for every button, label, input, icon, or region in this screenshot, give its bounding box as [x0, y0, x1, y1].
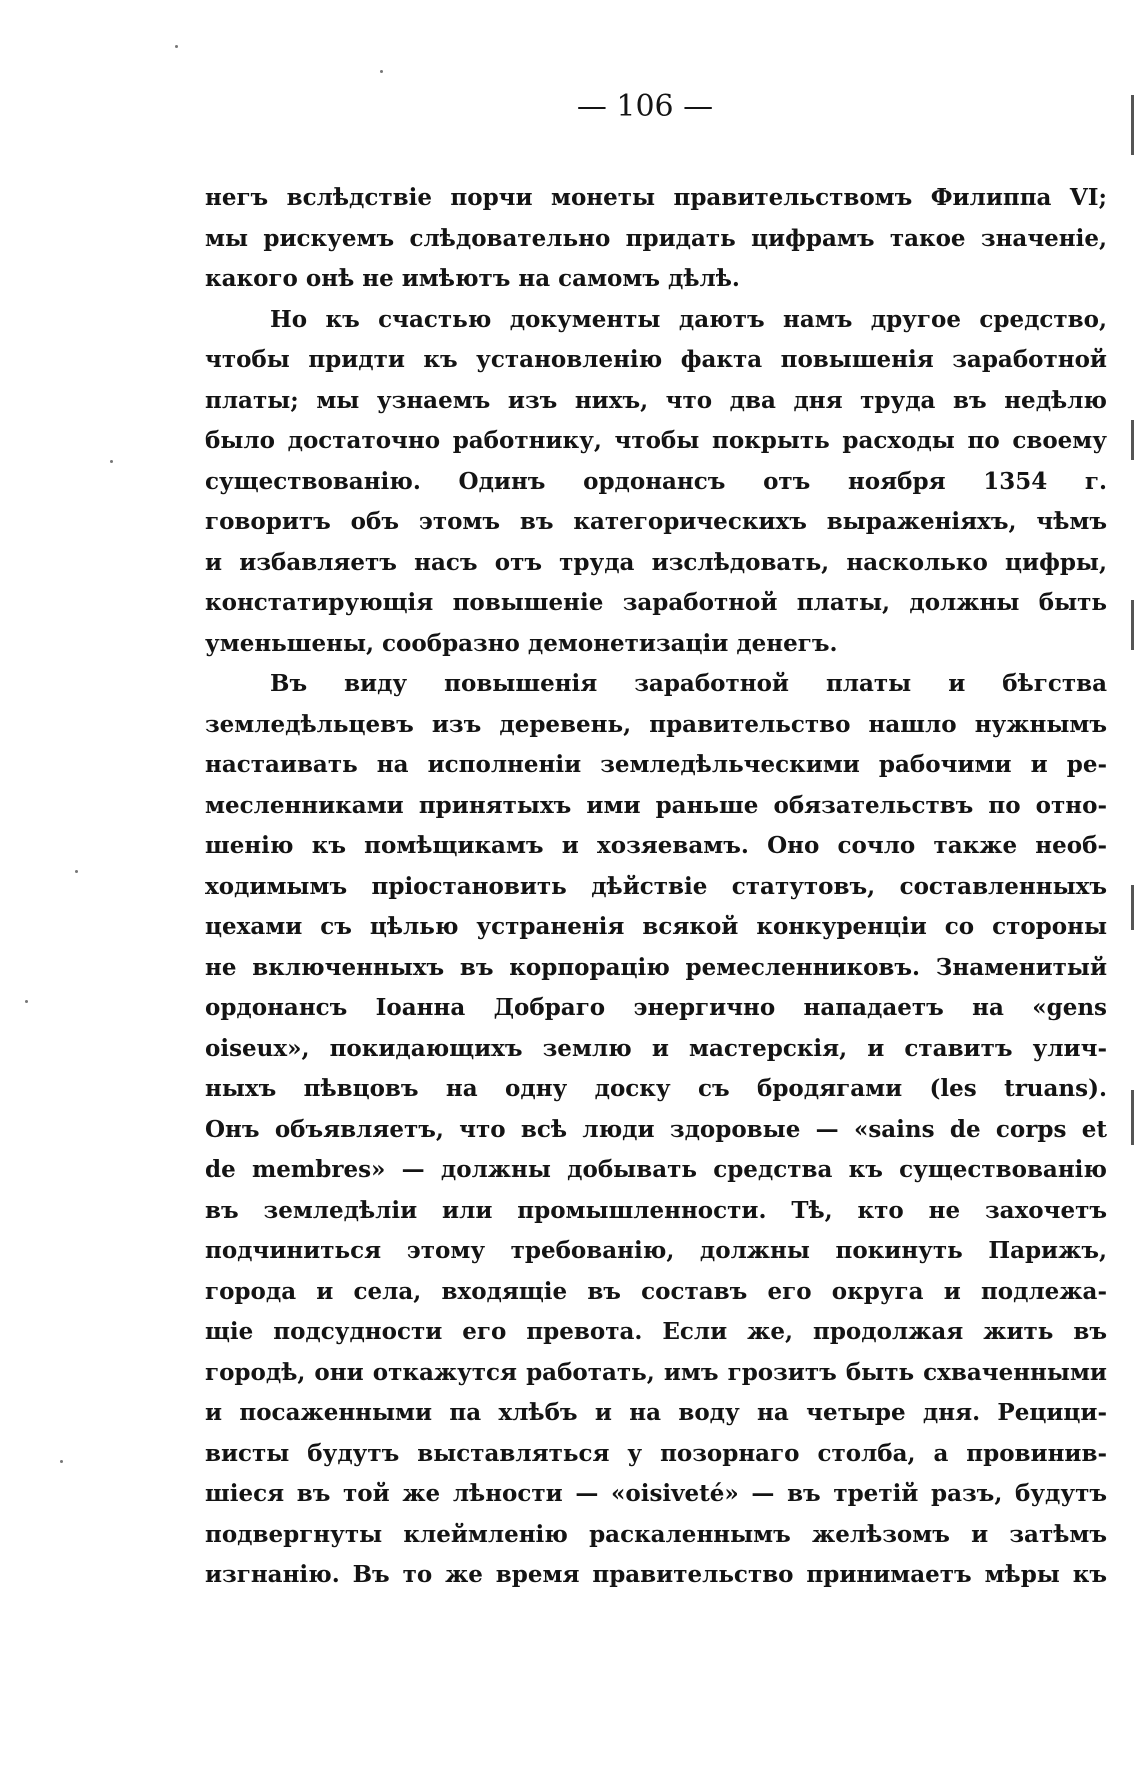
paragraph-2 — [205, 300, 1107, 665]
paragraph-1 — [205, 178, 1107, 300]
scan-edge-mark — [1131, 600, 1134, 650]
text-line: шенію къ помѣщикамъ и хозяевамъ. Оно сочло также необ- — [205, 832, 1107, 859]
text-line: негъ вслѣдствіе порчи монеты правительствомъ Филиппа VI; — [205, 184, 1107, 211]
scan-edge-mark — [1131, 95, 1134, 155]
text-line: висты будутъ выставляться у позорнаго столба, а провинив- — [205, 1439, 1107, 1467]
text-line: Въ виду повышенія заработной платы и бѣгства — [270, 670, 1107, 697]
scan-edge-mark — [1131, 885, 1134, 930]
text-line: изгнанію. Въ то же время правительство принимаетъ мѣры къ — [205, 1561, 1107, 1588]
scan-speck — [60, 1460, 63, 1463]
text-line: и избавляетъ насъ отъ труда изслѣдовать, насколько цифры, — [205, 548, 1107, 576]
text-line: земледѣльцевъ изъ деревень, правительство нашло нужнымъ — [205, 710, 1107, 738]
text-line: шіеся въ той же лѣности — «oisiveté» — въ третій разъ, будутъ — [205, 1480, 1107, 1507]
scan-speck — [75, 870, 78, 873]
body-text — [205, 178, 1107, 1596]
text-line: oiseux», покидающихъ землю и мастерскія, и ставитъ улич- — [205, 1034, 1107, 1062]
text-line: какого онѣ не имѣютъ на самомъ дѣлѣ. — [205, 265, 740, 292]
scan-speck — [175, 45, 178, 48]
scan-edge-mark — [1131, 420, 1134, 460]
text-line: ныхъ пѣвцовъ на одну доску съ бродягами (les truans). — [205, 1075, 1107, 1102]
text-line: уменьшены, сообразно демонетизаціи денегъ. — [205, 629, 838, 657]
text-line: щіе подсудности его превота. Если же, продолжая жить въ — [205, 1318, 1107, 1345]
text-line: чтобы придти къ установленію факта повышенія заработной — [205, 346, 1107, 373]
text-line: подчиниться этому требованію, должны покинуть Парижъ, — [205, 1237, 1107, 1264]
text-line: de membres» — должны добывать средства къ существованію — [205, 1156, 1107, 1183]
text-line: констатирующія повышеніе заработной платы, должны быть — [205, 589, 1107, 616]
text-line: говоритъ объ этомъ въ категорическихъ выраженіяхъ, чѣмъ — [205, 508, 1107, 535]
text-line: настаивать на исполненіи земледѣльческими рабочими и ре- — [205, 751, 1107, 778]
text-line: подвергнуты клеймленію раскаленнымъ желѣзомъ и затѣмъ — [205, 1520, 1107, 1548]
scan-edge-mark — [1131, 1090, 1134, 1145]
text-line: ходимымъ пріостановить дѣйствіе статутовъ, составленныхъ — [205, 872, 1107, 900]
scan-speck — [25, 1000, 28, 1003]
scan-speck — [110, 460, 113, 463]
text-line: платы; мы узнаемъ изъ нихъ, что два дня труда въ недѣлю — [205, 386, 1107, 414]
text-line: и посаженными па хлѣбъ и на воду на четыре дня. Рецици- — [205, 1399, 1107, 1426]
scan-speck — [380, 70, 383, 73]
text-line: цехами съ цѣлью устраненія всякой конкуренціи со стороны — [205, 913, 1107, 940]
text-line: ордонансъ Іоанна Добраго энергично нападаетъ на «gens — [205, 994, 1107, 1021]
text-line: существованію. Одинъ ордонансъ отъ ноября 1354 г. — [205, 467, 1107, 495]
paragraph-3 — [205, 664, 1107, 1596]
text-line: не включенныхъ въ корпорацію ремесленниковъ. Знаменитый — [205, 953, 1107, 981]
text-line: месленниками принятыхъ ими раньше обязательствъ по отно- — [205, 791, 1107, 819]
page-number: — 106 — — [576, 89, 714, 124]
text-line: было достаточно работнику, чтобы покрыть расходы по своему — [205, 427, 1107, 454]
text-line: мы рискуемъ слѣдовательно придать цифрамъ такое значеніе, — [205, 224, 1107, 252]
text-line: Онъ объявляетъ, что всѣ люди здоровые — «sains de corps et — [205, 1115, 1107, 1143]
text-line: городѣ, они откажутся работать, имъ грозитъ быть схваченными — [205, 1358, 1107, 1386]
text-line: въ земледѣліи или промышленности. Тѣ, кто не захочетъ — [205, 1196, 1107, 1224]
text-line: города и села, входящіе въ составъ его округа и подлежа- — [205, 1277, 1107, 1305]
text-line: Но къ счастью документы даютъ намъ другое средство, — [270, 305, 1107, 333]
